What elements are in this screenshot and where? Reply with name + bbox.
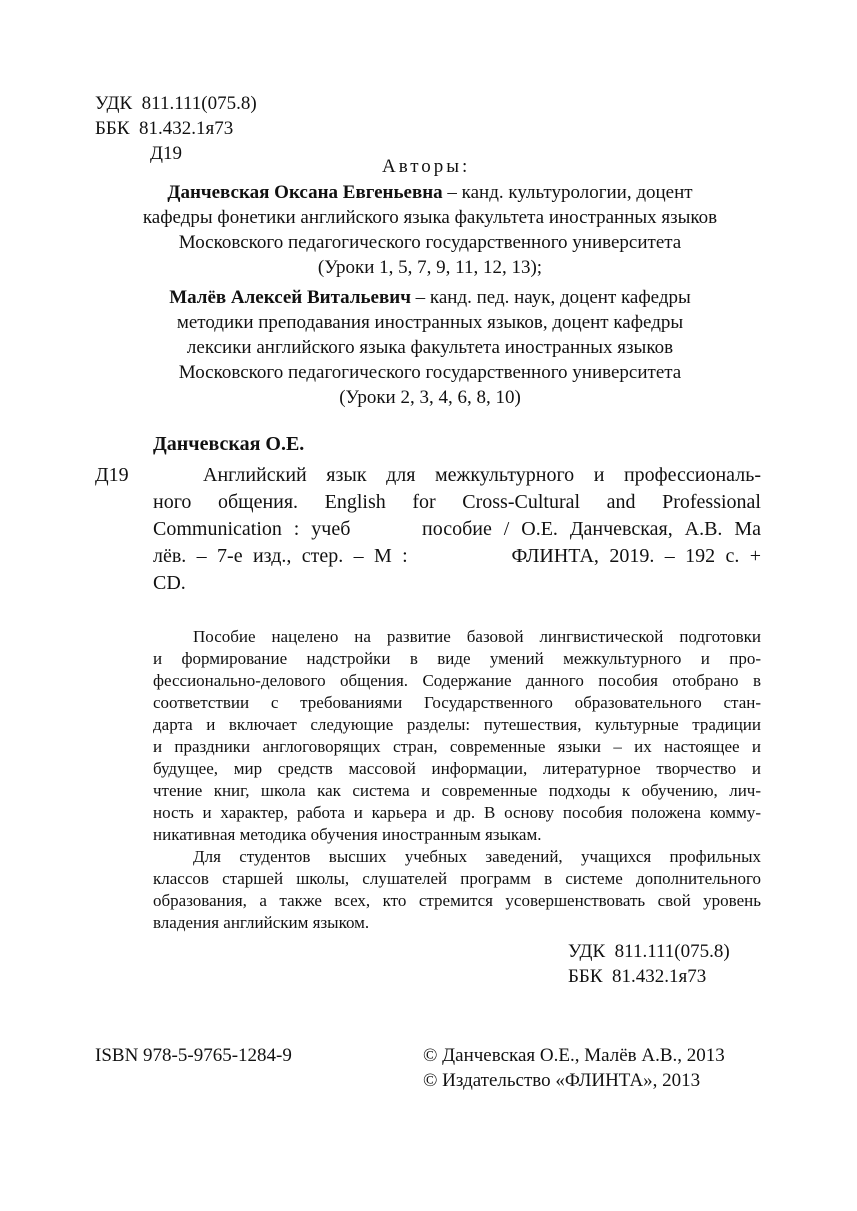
book-desc-line-3: Communication : учеб пособие / О.Е. Данчевская, А.В. Ма: [153, 518, 761, 540]
abstract-line-4: соответствии с требованиями Государственного образовательного стан-: [153, 693, 761, 712]
abstract-line-3: фессионально-делового общения. Содержание данного пособия отобрано в: [153, 671, 761, 690]
code-top: Д19: [150, 143, 182, 164]
authors-heading: Авторы:: [382, 156, 471, 177]
author1-line-2: кафедры фонетики английского языка факультета иностранных языков: [142, 207, 718, 228]
author1-name: Данчевская Оксана Евгеньевна: [167, 182, 443, 203]
bbk-top-value: 81.432.1я73: [139, 118, 234, 139]
abstract-line-10: никативная методика обучения иностранным языкам.: [153, 825, 542, 844]
udk-top-label: УДК: [95, 93, 133, 114]
abstract-line-2: и формирование надстройки в виде умений межкультурного и про-: [153, 649, 761, 668]
author2-line-1: Малёв Алексей Витальевич – канд. пед. наук, доцент кафедры: [169, 287, 691, 308]
bbk-top: [95, 116, 233, 141]
bbk-bottom: [568, 964, 706, 989]
author1-line-1: Данчевская Оксана Евгеньевна – канд. культурологии, доцент: [167, 182, 693, 203]
abstract-line-12: классов старшей школы, слушателей программ в системе дополнительного: [153, 869, 761, 888]
abstract-line-9: ность и характер, работа и карьера и др. В основу пособия положена комму-: [153, 803, 761, 822]
book-author: Данчевская О.Е.: [153, 433, 305, 455]
book-desc-line-5: CD.: [153, 572, 186, 594]
udk-bottom: [568, 939, 730, 964]
book-desc-line-4: лёв. – 7-е изд., стер. – М : ФЛИНТА, 2019. – 192 с. +: [153, 545, 761, 567]
bbk-bottom-label: ББК: [568, 966, 603, 987]
copyright-publisher: © Издательство «ФЛИНТА», 2013: [423, 1070, 701, 1091]
author1-line-3: Московского педагогического государственного университета: [178, 232, 682, 253]
copyright-authors: © Данчевская О.Е., Малёв А.В., 2013: [423, 1045, 725, 1066]
author2-line-3: лексики английского языка факультета иностранных языков: [186, 337, 674, 358]
abstract-line-11: Для студентов высших учебных заведений, учащихся профильных: [193, 847, 761, 866]
udk-bottom-value: 811.111(075.8): [614, 941, 730, 962]
book-desc-line-1: Английский язык для межкультурного и профессиональ-: [203, 464, 761, 486]
author2-line-4: Московского педагогического государственного университета: [178, 362, 682, 383]
author1-line-4: (Уроки 1, 5, 7, 9, 11, 12, 13);: [317, 257, 543, 278]
abstract-line-8: чтение книг, школа как система и современные подходы к обучению, лич-: [153, 781, 761, 800]
book-desc-line-2: ного общения. English for Cross-Cultural and Professional: [153, 491, 761, 513]
author2-line-2: методики преподавания иностранных языков, доцент кафедры: [176, 312, 684, 333]
abstract-line-13: образования, а также всех, кто стремится усовершенствовать свой уровень: [153, 891, 761, 910]
bbk-bottom-value: 81.432.1я73: [612, 966, 707, 987]
abstract-line-6: и праздники англоговорящих стран, современные языки – их настоящее и: [153, 737, 761, 756]
abstract-line-7: будущее, мир средств массовой информации, литературное творчество и: [153, 759, 761, 778]
abstract-line-5: дарта и включает следующие разделы: путешествия, культурные традиции: [153, 715, 761, 734]
book-code: Д19: [95, 464, 129, 486]
abstract-line-1: Пособие нацелено на развитие базовой лингвистической подготовки: [193, 627, 761, 646]
author2-name: Малёв Алексей Витальевич: [169, 287, 411, 308]
isbn: ISBN 978-5-9765-1284-9: [95, 1045, 292, 1066]
udk-top-value: 811.111(075.8): [141, 93, 257, 114]
abstract-line-14: владения английским языком.: [153, 913, 370, 932]
author2-line-5: (Уроки 2, 3, 4, 6, 8, 10): [339, 387, 521, 408]
udk-bottom-label: УДК: [568, 941, 606, 962]
bbk-top-label: ББК: [95, 118, 130, 139]
udk-top: [95, 91, 257, 116]
